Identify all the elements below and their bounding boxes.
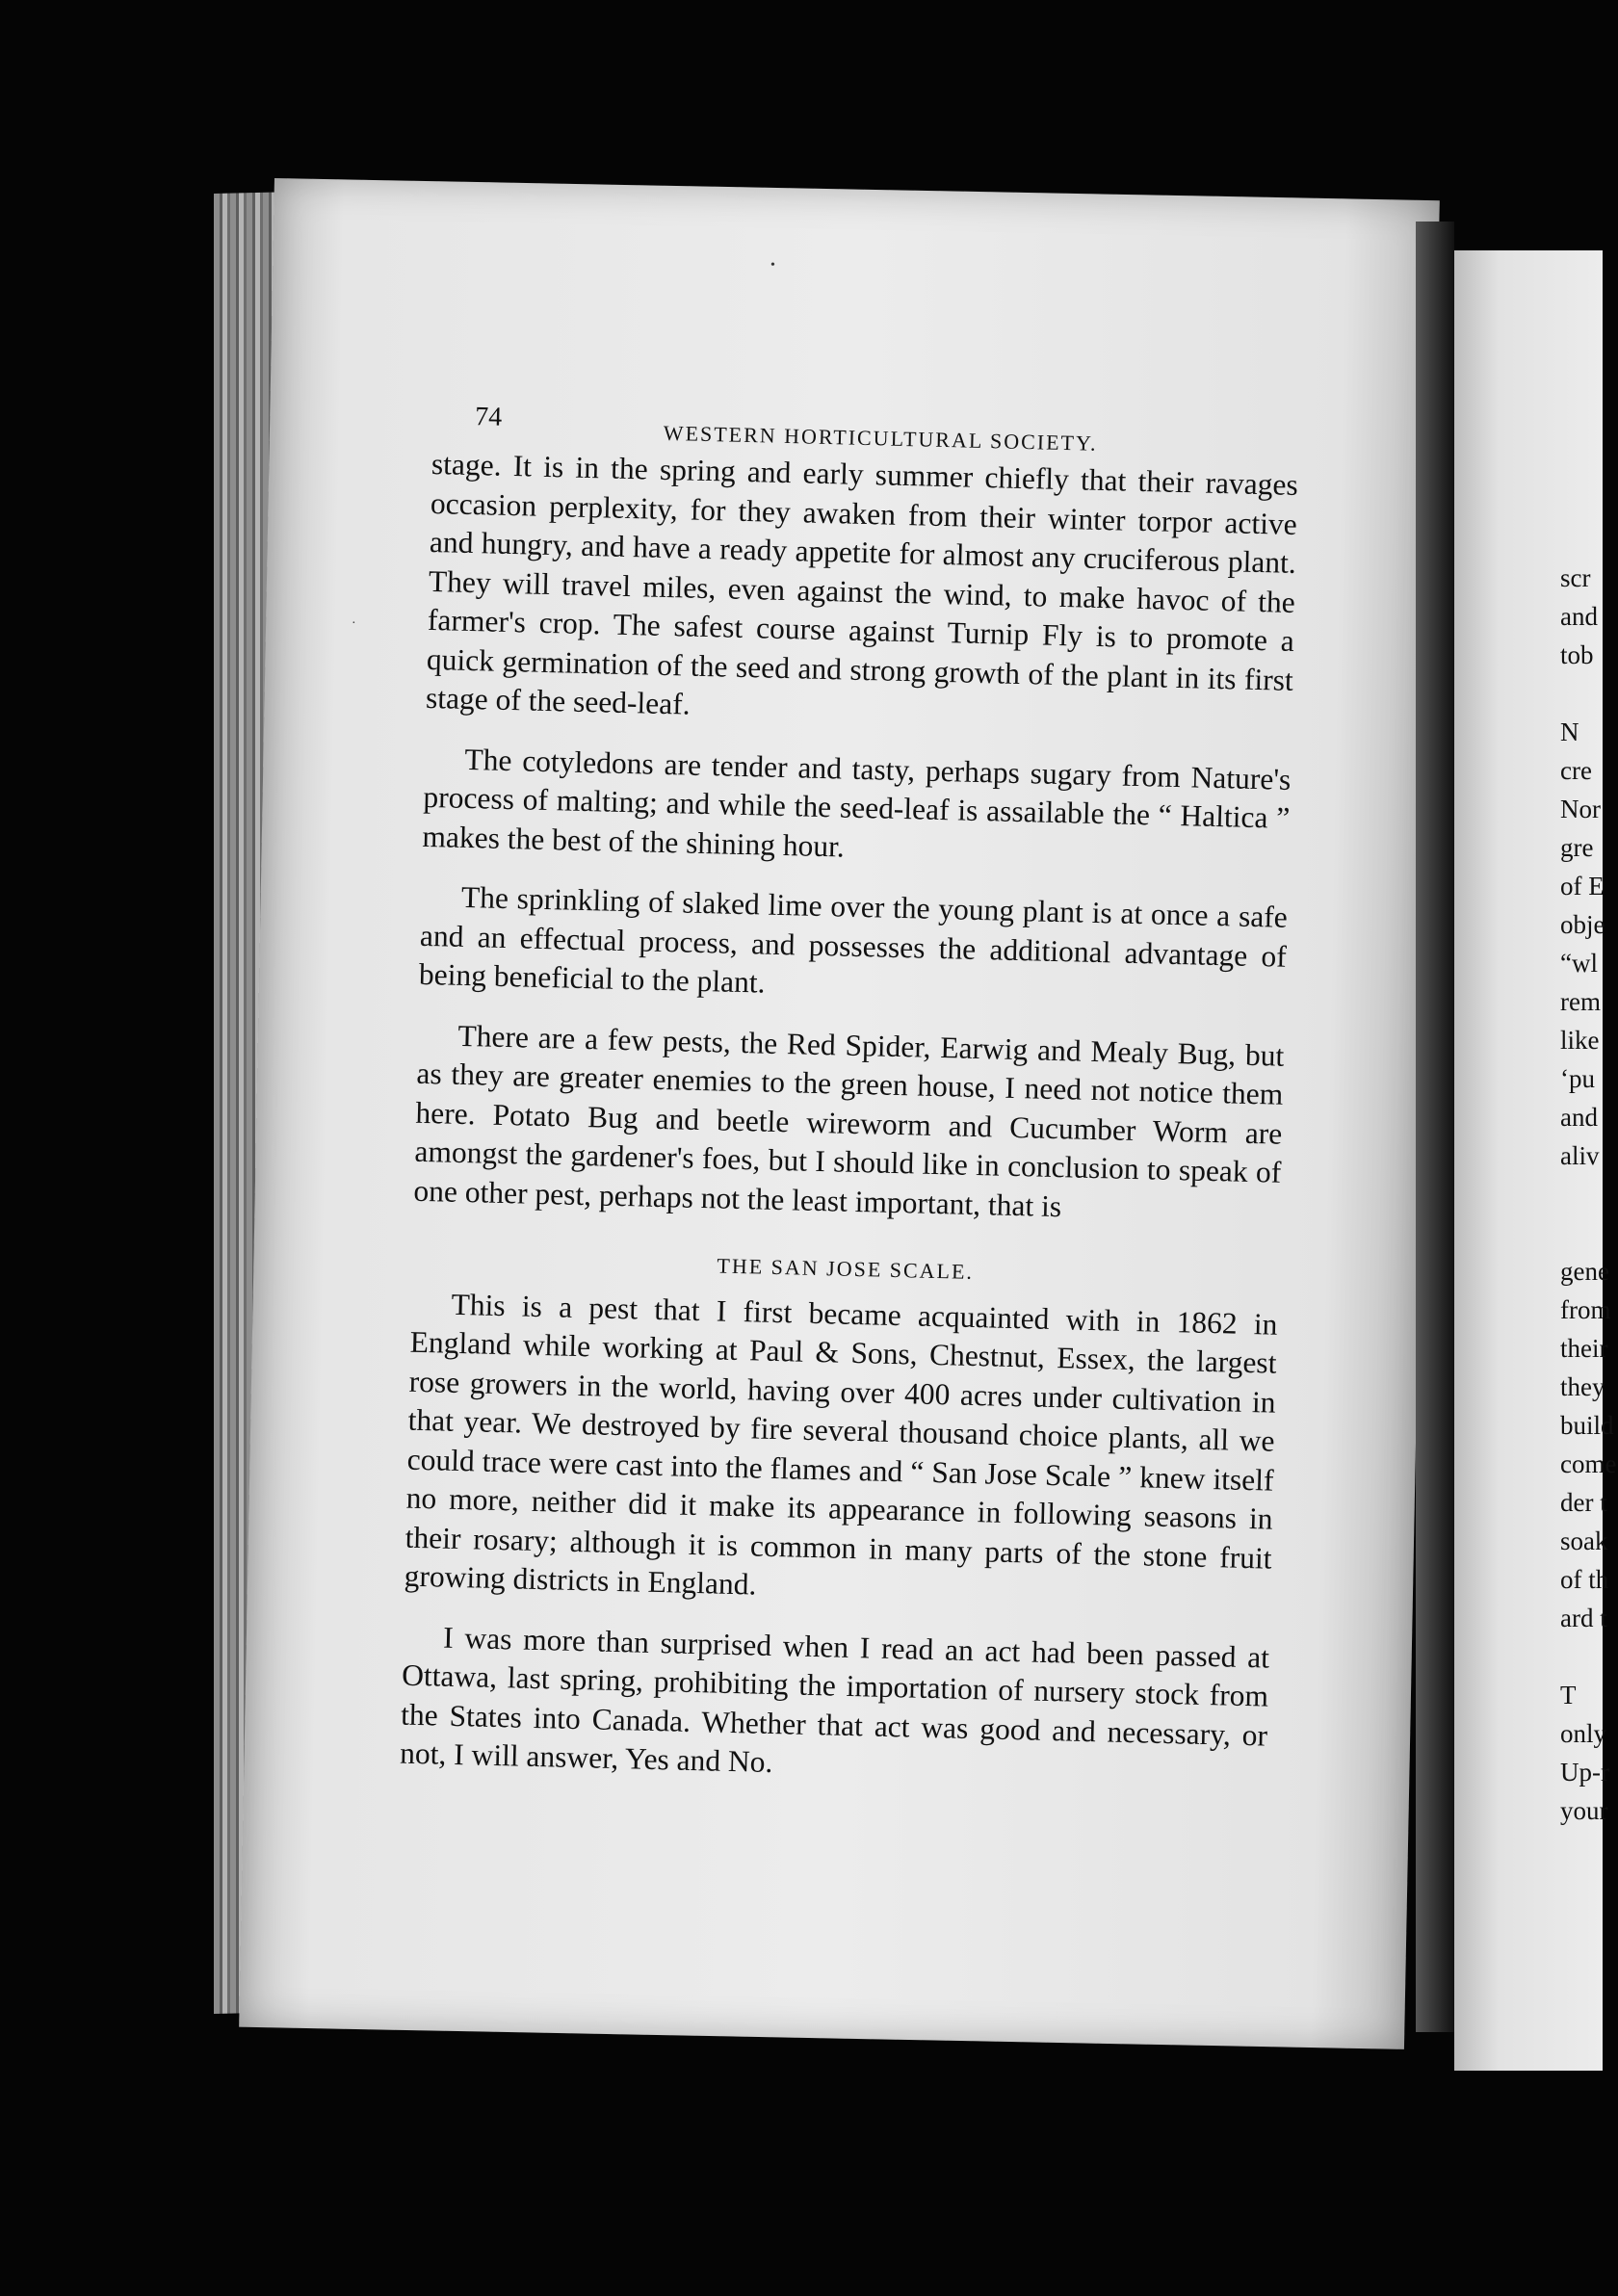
page-number: 74 — [474, 402, 503, 432]
paragraph: This is a pest that I first became acquainted with in 1862 in England while working at Paul & Sons, Chestnut, Essex, the largest rose growers in the world, having over 400 acres under cultivation in that year. We destroyed by fire several thousand choice plants, all we could trace were cast into the flames and “ San Jose Scale ” knew itself no more, neither did it make its appearance in following seasons in their rosary; although it is common in many parts of the stone fruit growing districts in England. — [404, 1287, 1278, 1602]
facing-line: scr — [1560, 563, 1591, 592]
facing-line: of th — [1560, 1565, 1609, 1594]
facing-line: cre — [1560, 756, 1592, 785]
facing-line: ‘pu — [1560, 1064, 1595, 1093]
facing-line: their — [1560, 1334, 1608, 1363]
paragraph: I was more than surprised when I read an act had been passed at Ottawa, last spring, prohibiting the importation of nursery stock from the States into Canada. Whether that act was good and necessary, or not, I will answer, Yes and No. — [399, 1620, 1270, 1780]
facing-line: only — [1560, 1719, 1607, 1748]
facing-line: Nor — [1560, 795, 1601, 823]
facing-line: come — [1560, 1449, 1617, 1478]
paragraph: stage. It is in the spring and early summer chiefly that their ravages occasion perplexity, for they awaken from their winter torpor active and hungry, and have a ready appetite for almost any cruciferous plant. They will travel miles, even against the wind, to make havoc of the farmer's crop. The safest course against Turnip Fly is to promote a quick germination of the seed and strong growth of the plant in its first stage of the seed-leaf. — [425, 446, 1299, 721]
ink-speck: • — [770, 258, 775, 273]
facing-line: of E — [1560, 872, 1605, 900]
page-content — [400, 385, 1300, 1794]
facing-line: soak — [1560, 1526, 1608, 1555]
running-head: WESTERN HORTICULTURAL SOCIETY. — [663, 420, 1098, 456]
facing-line: ard t — [1560, 1604, 1607, 1632]
facing-line: tob — [1560, 640, 1594, 669]
facing-line: obje — [1560, 910, 1605, 939]
facing-line: rem — [1560, 987, 1601, 1016]
facing-line: der t — [1560, 1488, 1607, 1517]
facing-line: Up-r — [1560, 1758, 1609, 1787]
paragraph: The cotyledons are tender and tasty, perhaps sugary from Nature's process of malting; and while the seed-leaf is assailable the “ Haltica ” makes the best of the shining hour. — [422, 742, 1292, 864]
book-gutter — [1416, 222, 1454, 2032]
facing-line: gre — [1560, 833, 1594, 862]
facing-line: T — [1560, 1681, 1577, 1709]
facing-line: aliv — [1560, 1141, 1600, 1170]
facing-line: gene — [1560, 1257, 1609, 1286]
facing-line: build — [1560, 1411, 1614, 1440]
facing-line: N — [1560, 718, 1579, 746]
facing-line — [1560, 1213, 1618, 1252]
facing-line: and — [1560, 602, 1598, 631]
paragraph: There are a few pests, the Red Spider, Earwig and Mealy Bug, but as they are greater enemies to the green house, I need not notice them here. Potato Bug and beetle wireworm and Cucumber Worm are amongst the gardener's foes, but I should like in conclusion to speak of one other pest, perhaps not the least important, that is — [413, 1018, 1285, 1223]
section-heading: THE SAN JOSE SCALE. — [717, 1253, 975, 1284]
facing-line: “wl — [1560, 949, 1598, 978]
facing-line: they — [1560, 1372, 1605, 1401]
facing-page-text — [1560, 559, 1618, 1830]
facing-line: from — [1560, 1295, 1611, 1324]
facing-line: your — [1560, 1796, 1608, 1825]
facing-line: like — [1560, 1026, 1600, 1055]
facing-line: and — [1560, 1103, 1598, 1132]
facing-line — [1560, 1637, 1618, 1676]
facing-line — [1560, 1175, 1618, 1213]
facing-line — [1560, 674, 1618, 713]
paragraph: The sprinkling of slaked lime over the young plant is at once a safe and an effectual process, and possesses the additional advantage of being beneficial to the plant. — [418, 879, 1289, 1000]
ink-speck: · — [352, 616, 356, 631]
